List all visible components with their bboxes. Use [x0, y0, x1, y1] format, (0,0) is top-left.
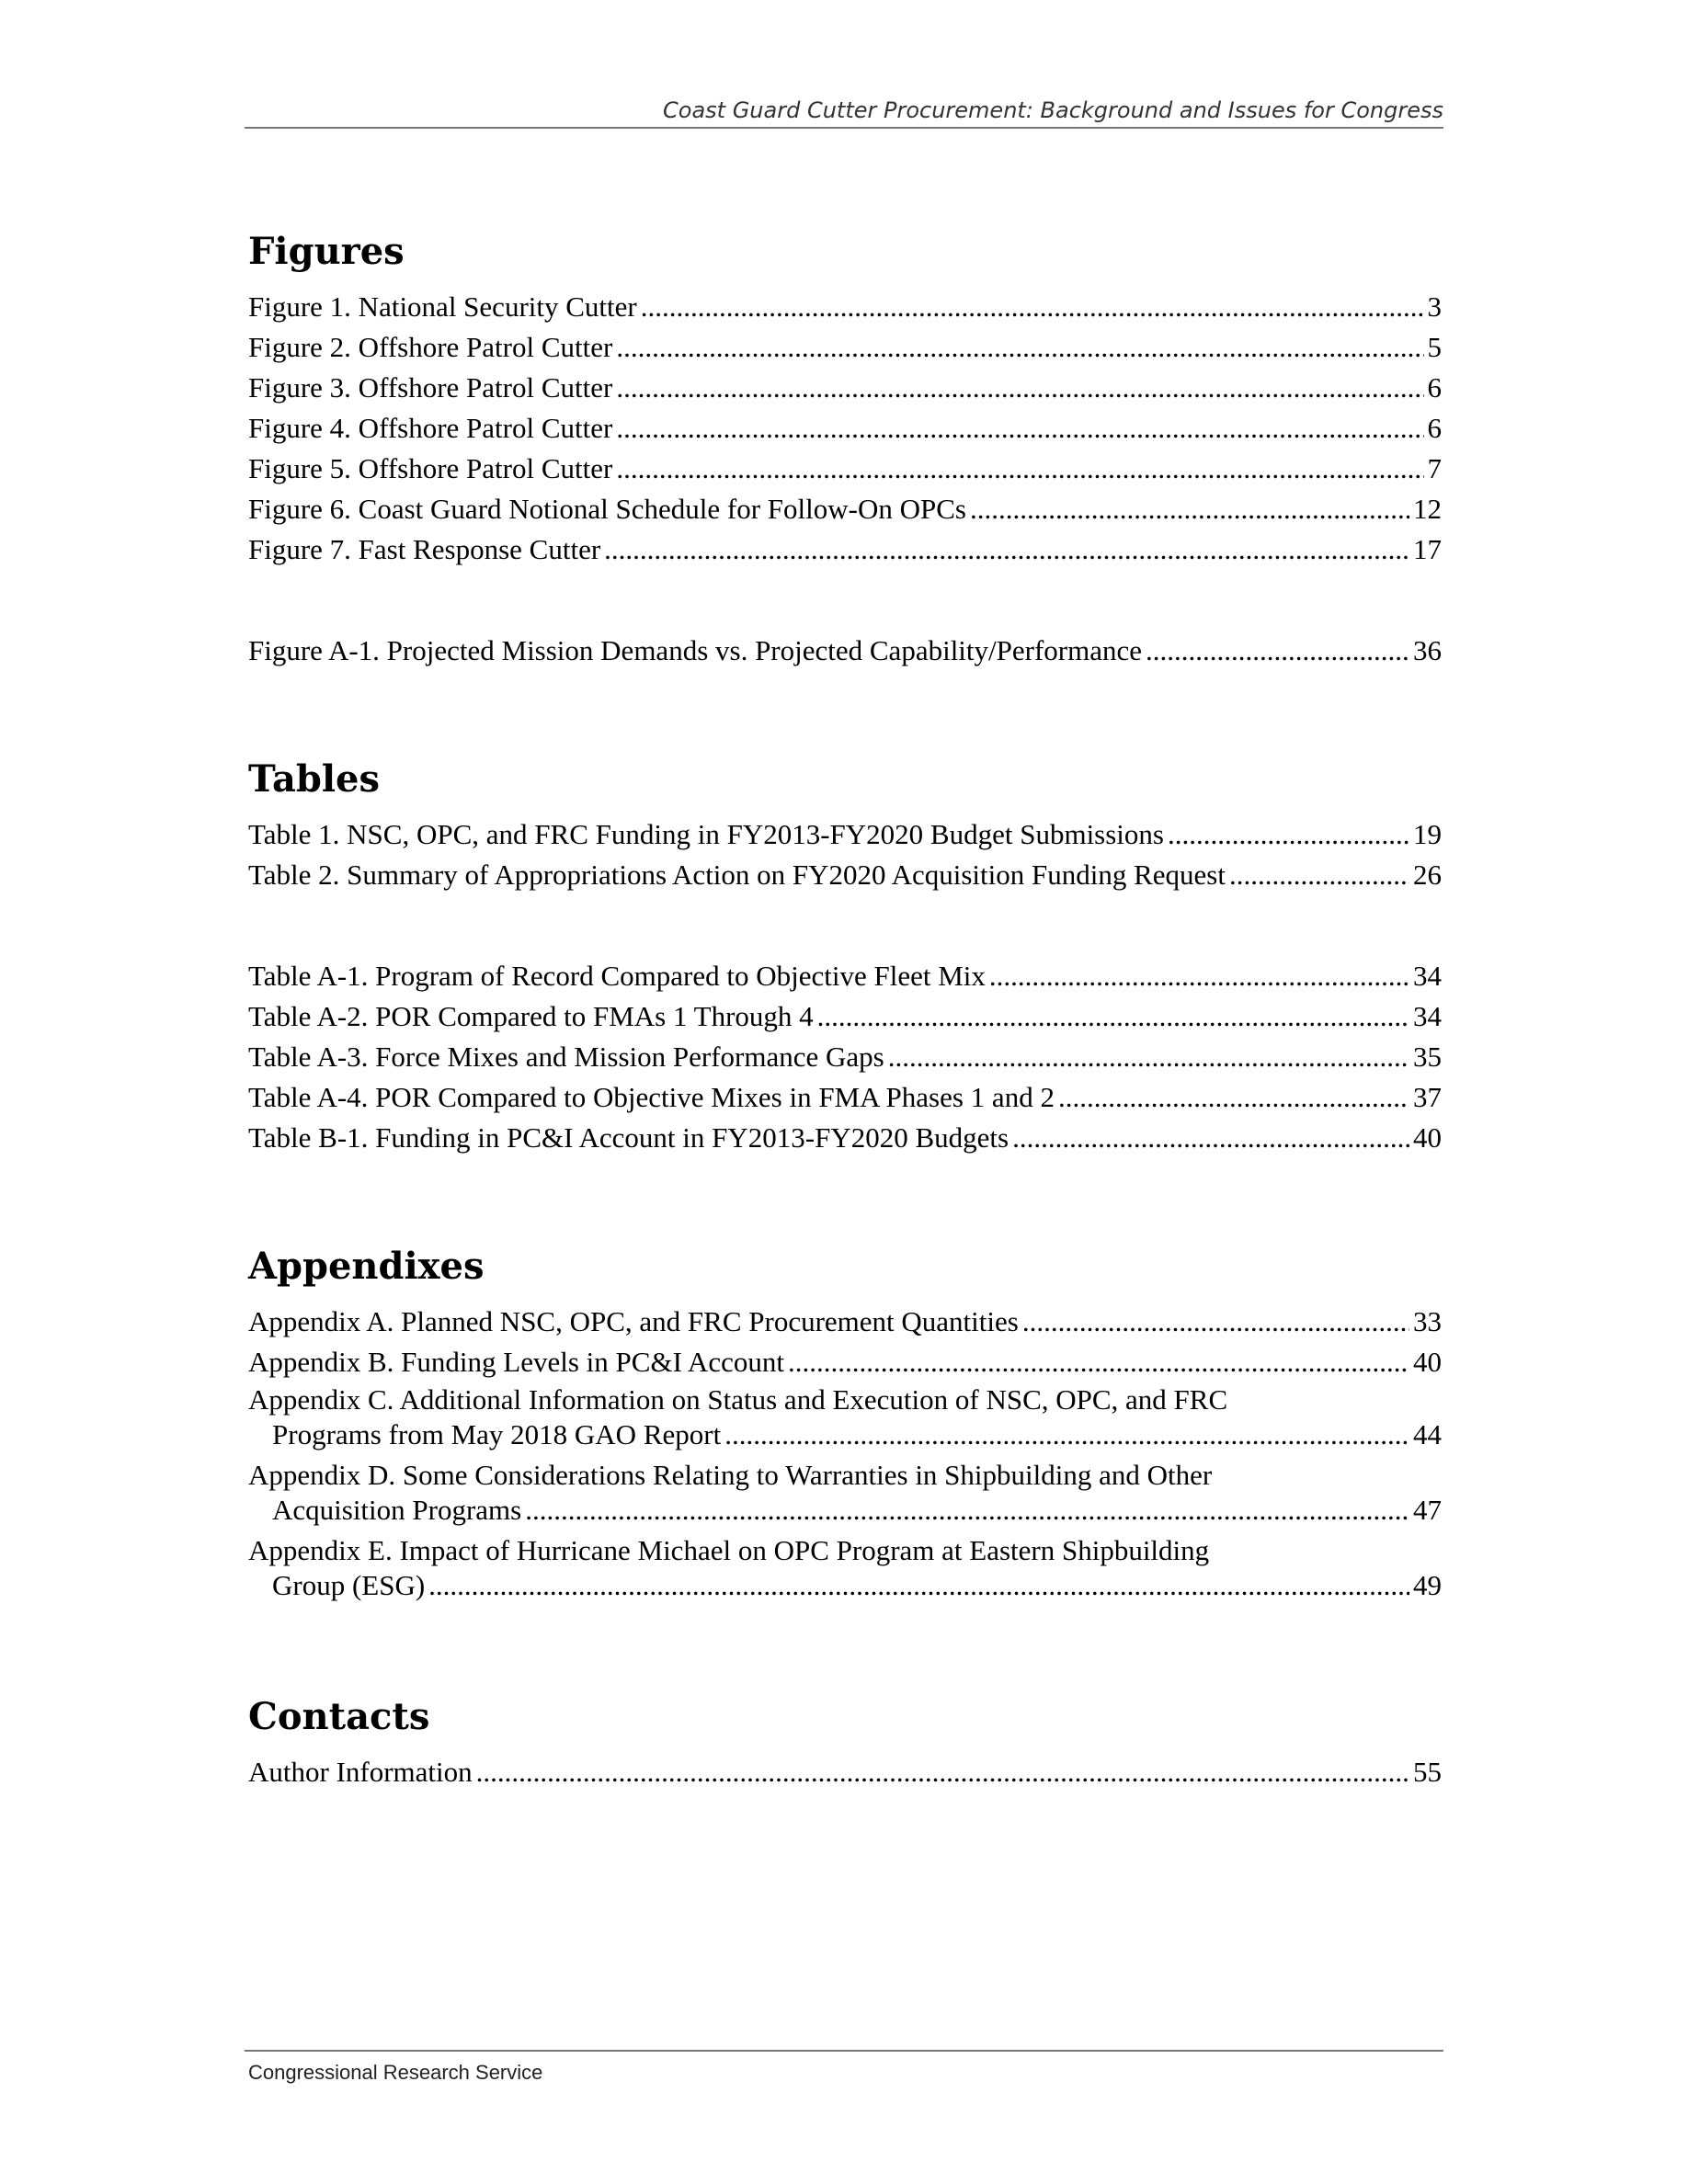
- toc-entry-label: Figure 6. Coast Guard Notional Schedule for Follow-On OPCs: [248, 493, 966, 525]
- toc-entry-page: 34: [1413, 1000, 1442, 1032]
- toc-entry-label: Figure 5. Offshore Patrol Cutter: [248, 452, 613, 484]
- toc-entry-page: 6: [1427, 412, 1442, 444]
- toc-entry-label-continued: Acquisition Programs: [272, 1494, 522, 1526]
- toc-entry-page: 17: [1413, 533, 1442, 565]
- spacer: [248, 1609, 1442, 1691]
- toc-entry-page: 34: [1413, 960, 1442, 992]
- toc-entry-continuation: [248, 1493, 1442, 1528]
- toc-entry-page: 5: [1427, 331, 1442, 363]
- toc-entry-table-a-3[interactable]: [248, 1037, 1442, 1077]
- footer-divider: [245, 2050, 1443, 2052]
- spacer: [248, 570, 1442, 631]
- running-footer: Congressional Research Service: [248, 2061, 543, 2084]
- toc-entry-table-a-4[interactable]: [248, 1077, 1442, 1118]
- spacer: [248, 671, 1442, 754]
- table-of-contents: [248, 226, 1442, 1792]
- toc-entry-continuation: [248, 1417, 1442, 1452]
- toc-entry-table-a-2[interactable]: [248, 996, 1442, 1037]
- toc-entry-figure-7[interactable]: [248, 529, 1442, 570]
- toc-entry-label: Appendix A. Planned NSC, OPC, and FRC Procurement Quantities: [248, 1305, 1019, 1337]
- dot-leader: [724, 1417, 1409, 1452]
- dot-leader: [476, 1752, 1409, 1792]
- tables-appendix-list: [248, 956, 1442, 1158]
- spacer: [248, 895, 1442, 956]
- toc-entry-label: Table A-1. Program of Record Compared to Objective Fleet Mix: [248, 960, 986, 992]
- appendixes-heading: Appendixes: [248, 1245, 485, 1288]
- toc-entry-appendix-d[interactable]: [248, 1458, 1442, 1528]
- toc-entry-appendix-a[interactable]: [248, 1302, 1442, 1342]
- toc-entry-author-information[interactable]: [248, 1752, 1442, 1792]
- figures-appendix-list: [248, 631, 1442, 671]
- toc-entry-figure-a-1[interactable]: [248, 631, 1442, 671]
- toc-entry-figure-3[interactable]: [248, 368, 1442, 408]
- dot-leader: [989, 956, 1409, 996]
- toc-entry-appendix-e[interactable]: [248, 1533, 1442, 1603]
- toc-entry-table-2[interactable]: [248, 855, 1442, 895]
- toc-entry-table-a-1[interactable]: [248, 956, 1442, 996]
- toc-entry-label: Table A-3. Force Mixes and Mission Performance Gaps: [248, 1041, 884, 1073]
- toc-entry-label: Figure 2. Offshore Patrol Cutter: [248, 331, 613, 363]
- toc-entry-continuation: [248, 1568, 1442, 1603]
- dot-leader: [616, 408, 1423, 449]
- dot-leader: [970, 489, 1409, 529]
- toc-entry-label: Table A-4. POR Compared to Objective Mixes in FMA Phases 1 and 2: [248, 1081, 1055, 1113]
- toc-entry-page: 6: [1427, 371, 1442, 404]
- dot-leader: [641, 287, 1424, 327]
- toc-entry-label: Appendix B. Funding Levels in PC&I Account: [248, 1346, 784, 1378]
- toc-entry-page: 26: [1413, 859, 1442, 891]
- toc-entry-table-1[interactable]: [248, 814, 1442, 855]
- toc-entry-page: 55: [1413, 1756, 1442, 1788]
- toc-entry-page: 37: [1413, 1081, 1442, 1113]
- dot-leader: [616, 327, 1423, 368]
- dot-leader: [604, 529, 1409, 570]
- running-header: Coast Guard Cutter Procurement: Background and Issues for Congress: [663, 97, 1443, 123]
- dot-leader: [525, 1493, 1409, 1528]
- toc-entry-label-continued: Programs from May 2018 GAO Report: [272, 1418, 722, 1450]
- toc-entry-label: Figure 7. Fast Response Cutter: [248, 533, 601, 565]
- tables-heading: Tables: [248, 757, 380, 801]
- dot-leader: [1229, 855, 1409, 895]
- dot-leader: [888, 1037, 1409, 1077]
- toc-entry-page: 40: [1413, 1346, 1442, 1378]
- toc-entry-label: Table A-2. POR Compared to FMAs 1 Through 4: [248, 1000, 814, 1032]
- dot-leader: [1022, 1302, 1409, 1342]
- tables-list: [248, 814, 1442, 895]
- appendixes-list: [248, 1302, 1442, 1603]
- toc-entry-label: Figure 3. Offshore Patrol Cutter: [248, 371, 613, 404]
- toc-entry-label: Table 1. NSC, OPC, and FRC Funding in FY2013-FY2020 Budget Submissions: [248, 818, 1164, 850]
- dot-leader: [1058, 1077, 1409, 1118]
- toc-entry-appendix-c[interactable]: [248, 1382, 1442, 1452]
- toc-entry-page: 40: [1413, 1121, 1442, 1154]
- toc-entry-page: 19: [1413, 818, 1442, 850]
- toc-entry-label: Appendix D. Some Considerations Relating to Warranties in Shipbuilding and Other: [248, 1459, 1213, 1491]
- spacer: [248, 1158, 1442, 1241]
- figures-list: [248, 287, 1442, 570]
- toc-entry-label: Appendix C. Additional Information on Status and Execution of NSC, OPC, and FRC: [248, 1383, 1228, 1416]
- toc-entry-figure-6[interactable]: [248, 489, 1442, 529]
- toc-entry-label: Figure A-1. Projected Mission Demands vs. Projected Capability/Performance: [248, 634, 1143, 666]
- dot-leader: [1168, 814, 1409, 855]
- toc-entry-page: 3: [1427, 290, 1442, 323]
- contacts-heading: Contacts: [248, 1695, 430, 1738]
- header-divider: [245, 127, 1443, 129]
- contacts-list: [248, 1752, 1442, 1792]
- toc-entry-label: Appendix E. Impact of Hurricane Michael on OPC Program at Eastern Shipbuilding: [248, 1534, 1210, 1566]
- toc-entry-page: 49: [1413, 1569, 1442, 1601]
- toc-entry-label: Table B-1. Funding in PC&I Account in FY2013-FY2020 Budgets: [248, 1121, 1009, 1154]
- dot-leader: [428, 1568, 1409, 1603]
- dot-leader: [1012, 1118, 1409, 1158]
- dot-leader: [616, 449, 1423, 489]
- toc-entry-figure-1[interactable]: [248, 287, 1442, 327]
- toc-entry-page: 33: [1413, 1305, 1442, 1337]
- toc-entry-figure-5[interactable]: [248, 449, 1442, 489]
- toc-entry-label: Figure 1. National Security Cutter: [248, 290, 637, 323]
- toc-entry-label: Figure 4. Offshore Patrol Cutter: [248, 412, 613, 444]
- toc-entry-label: Author Information: [248, 1756, 473, 1788]
- toc-entry-label: Table 2. Summary of Appropriations Action on FY2020 Acquisition Funding Request: [248, 859, 1226, 891]
- toc-entry-page: 12: [1413, 493, 1442, 525]
- toc-entry-page: 7: [1427, 452, 1442, 484]
- dot-leader: [616, 368, 1423, 408]
- toc-entry-appendix-b[interactable]: [248, 1342, 1442, 1382]
- toc-entry-figure-4[interactable]: [248, 408, 1442, 449]
- toc-entry-page: 44: [1413, 1418, 1442, 1450]
- dot-leader: [1146, 631, 1409, 671]
- dot-leader: [817, 996, 1409, 1037]
- toc-entry-page: 35: [1413, 1041, 1442, 1073]
- toc-entry-page: 36: [1413, 634, 1442, 666]
- toc-entry-table-b-1[interactable]: [248, 1118, 1442, 1158]
- toc-entry-label-continued: Group (ESG): [272, 1569, 426, 1601]
- dot-leader: [788, 1342, 1409, 1382]
- toc-entry-figure-2[interactable]: [248, 327, 1442, 368]
- toc-entry-page: 47: [1413, 1494, 1442, 1526]
- figures-heading: Figures: [248, 230, 405, 273]
